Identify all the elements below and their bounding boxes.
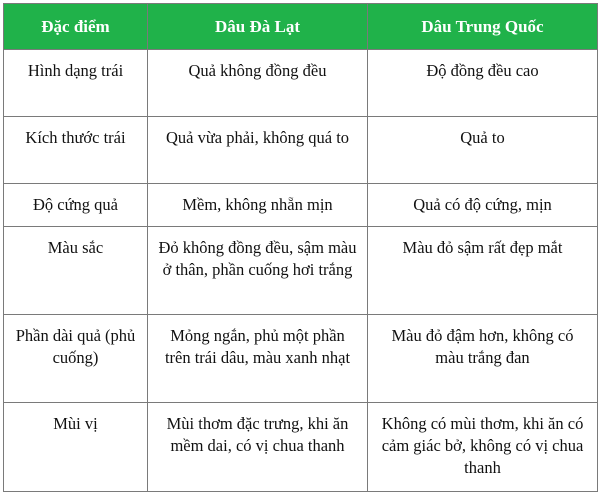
row-dalat-value: Mềm, không nhẵn mịn [148, 184, 368, 227]
row-chinese-value: Màu đỏ sậm rất đẹp mắt [368, 227, 598, 315]
table-row [4, 184, 598, 227]
header-chinese-strawberry: Dâu Trung Quốc [368, 4, 598, 50]
row-dalat-value: Mùi thơm đặc trưng, khi ăn mềm dai, có vị chua thanh [148, 403, 368, 492]
table-row [4, 117, 598, 184]
table-row [4, 403, 598, 492]
row-dalat-value: Quả vừa phải, không quá to [148, 117, 368, 184]
row-feature: Kích thước trái [4, 117, 148, 184]
row-chinese-value: Quả có độ cứng, mịn [368, 184, 598, 227]
row-chinese-value: Quả to [368, 117, 598, 184]
comparison-table [3, 3, 598, 492]
row-dalat-value: Đỏ không đồng đều, sậm màu ở thân, phần cuống hơi trắng [148, 227, 368, 315]
table-row [4, 50, 598, 117]
table-row [4, 227, 598, 315]
row-dalat-value: Quả không đồng đều [148, 50, 368, 117]
row-chinese-value: Độ đồng đều cao [368, 50, 598, 117]
row-feature: Mùi vị [4, 403, 148, 492]
header-dalat-strawberry: Dâu Đà Lạt [148, 4, 368, 50]
table-row [4, 315, 598, 403]
row-feature: Phần dài quả (phủ cuống) [4, 315, 148, 403]
row-chinese-value: Không có mùi thơm, khi ăn có cảm giác bở, không có vị chua thanh [368, 403, 598, 492]
row-feature: Độ cứng quả [4, 184, 148, 227]
row-chinese-value: Màu đỏ đậm hơn, không có màu trắng đan [368, 315, 598, 403]
row-feature: Màu sắc [4, 227, 148, 315]
row-dalat-value: Mỏng ngắn, phủ một phần trên trái dâu, màu xanh nhạt [148, 315, 368, 403]
row-feature: Hình dạng trái [4, 50, 148, 117]
header-feature: Đặc điểm [4, 4, 148, 50]
header-row [4, 4, 598, 50]
comparison-table-container [3, 3, 597, 497]
